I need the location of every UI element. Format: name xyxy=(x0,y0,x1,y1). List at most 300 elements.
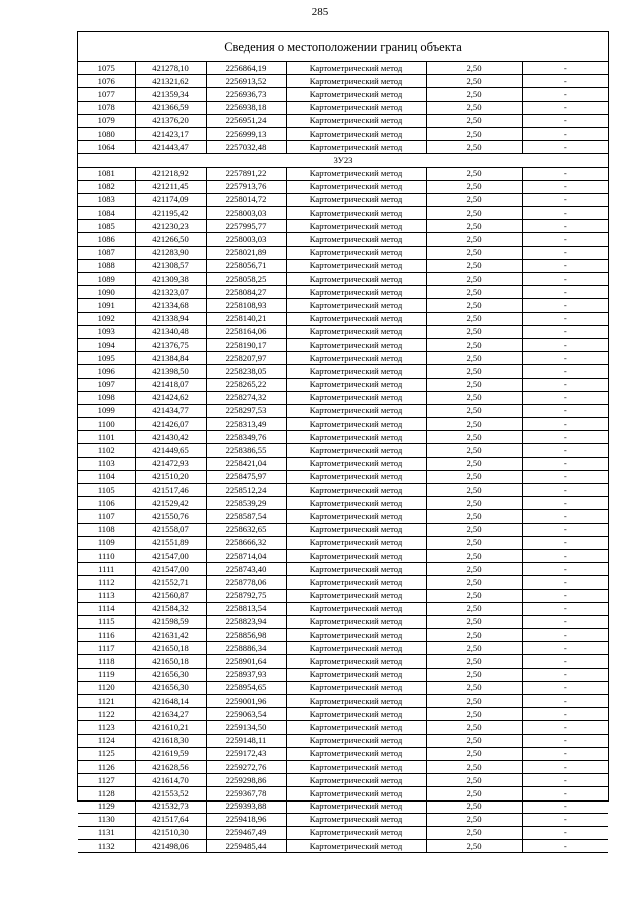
description-cell: - xyxy=(522,378,608,391)
point-number-cell: 1120 xyxy=(78,681,135,694)
accuracy-cell: 2,50 xyxy=(426,826,522,839)
table-row xyxy=(78,418,608,431)
page-number: 285 xyxy=(311,6,329,18)
method-cell: Картометрический метод xyxy=(286,286,426,299)
table-row xyxy=(78,62,608,75)
table-row xyxy=(78,299,608,312)
table-row xyxy=(78,589,608,602)
table-row xyxy=(78,273,608,286)
description-cell: - xyxy=(522,431,608,444)
y-coordinate-cell: 2257913,76 xyxy=(206,180,286,193)
accuracy-cell: 2,50 xyxy=(426,88,522,101)
x-coordinate-cell: 421558,07 xyxy=(135,523,206,536)
x-coordinate-cell: 421614,70 xyxy=(135,774,206,787)
y-coordinate-cell: 2258901,64 xyxy=(206,655,286,668)
point-number-cell: 1089 xyxy=(78,273,135,286)
method-cell: Картометрический метод xyxy=(286,391,426,404)
table-row xyxy=(78,721,608,734)
accuracy-cell: 2,50 xyxy=(426,800,522,813)
x-coordinate-cell: 421266,50 xyxy=(135,233,206,246)
x-coordinate-cell: 421619,59 xyxy=(135,747,206,760)
point-number-cell: 1106 xyxy=(78,497,135,510)
y-coordinate-cell: 2258349,76 xyxy=(206,431,286,444)
y-coordinate-cell: 2259485,44 xyxy=(206,840,286,853)
description-cell: - xyxy=(522,536,608,549)
table-row xyxy=(78,642,608,655)
x-coordinate-cell: 421510,30 xyxy=(135,826,206,839)
description-cell: - xyxy=(522,391,608,404)
table-row xyxy=(78,655,608,668)
method-cell: Картометрический метод xyxy=(286,760,426,773)
y-coordinate-cell: 2258140,21 xyxy=(206,312,286,325)
method-cell: Картометрический метод xyxy=(286,431,426,444)
point-number-cell: 1075 xyxy=(78,62,135,75)
table-row xyxy=(78,286,608,299)
description-cell: - xyxy=(522,708,608,721)
table-row xyxy=(78,233,608,246)
method-cell: Картометрический метод xyxy=(286,75,426,88)
point-number-cell: 1079 xyxy=(78,114,135,127)
description-cell: - xyxy=(522,668,608,681)
method-cell: Картометрический метод xyxy=(286,549,426,562)
y-coordinate-cell: 2259393,88 xyxy=(206,800,286,813)
table-row xyxy=(78,840,608,853)
description-cell: - xyxy=(522,167,608,180)
point-number-cell: 1128 xyxy=(78,787,135,800)
method-cell: Картометрический метод xyxy=(286,813,426,826)
x-coordinate-cell: 421338,94 xyxy=(135,312,206,325)
point-number-cell: 1090 xyxy=(78,286,135,299)
x-coordinate-cell: 421424,62 xyxy=(135,391,206,404)
y-coordinate-cell: 2258792,75 xyxy=(206,589,286,602)
method-cell: Картометрический метод xyxy=(286,510,426,523)
method-cell: Картометрический метод xyxy=(286,523,426,536)
x-coordinate-cell: 421278,10 xyxy=(135,62,206,75)
method-cell: Картометрический метод xyxy=(286,615,426,628)
point-number-cell: 1108 xyxy=(78,523,135,536)
point-number-cell: 1081 xyxy=(78,167,135,180)
y-coordinate-cell: 2259467,49 xyxy=(206,826,286,839)
y-coordinate-cell: 2257891,22 xyxy=(206,167,286,180)
x-coordinate-cell: 421532,73 xyxy=(135,800,206,813)
method-cell: Картометрический метод xyxy=(286,589,426,602)
table-row xyxy=(78,800,608,813)
x-coordinate-cell: 421174,09 xyxy=(135,193,206,206)
accuracy-cell: 2,50 xyxy=(426,734,522,747)
description-cell: - xyxy=(522,127,608,140)
description-cell: - xyxy=(522,286,608,299)
x-coordinate-cell: 421449,65 xyxy=(135,444,206,457)
description-cell: - xyxy=(522,141,608,154)
table-row xyxy=(78,510,608,523)
x-coordinate-cell: 421283,90 xyxy=(135,246,206,259)
description-cell: - xyxy=(522,497,608,510)
point-number-cell: 1097 xyxy=(78,378,135,391)
point-number-cell: 1113 xyxy=(78,589,135,602)
accuracy-cell: 2,50 xyxy=(426,681,522,694)
table-title: Сведения о местоположении границ объекта xyxy=(78,32,608,62)
x-coordinate-cell: 421323,07 xyxy=(135,286,206,299)
point-number-cell: 1087 xyxy=(78,246,135,259)
accuracy-cell: 2,50 xyxy=(426,576,522,589)
coordinates-table-body xyxy=(78,62,608,853)
x-coordinate-cell: 421584,32 xyxy=(135,602,206,615)
accuracy-cell: 2,50 xyxy=(426,259,522,272)
method-cell: Картометрический метод xyxy=(286,325,426,338)
description-cell: - xyxy=(522,576,608,589)
y-coordinate-cell: 2258421,04 xyxy=(206,457,286,470)
table-row xyxy=(78,391,608,404)
point-number-cell: 1130 xyxy=(78,813,135,826)
y-coordinate-cell: 2259367,78 xyxy=(206,787,286,800)
x-coordinate-cell: 421553,52 xyxy=(135,787,206,800)
x-coordinate-cell: 421618,30 xyxy=(135,734,206,747)
x-coordinate-cell: 421552,71 xyxy=(135,576,206,589)
point-number-cell: 1099 xyxy=(78,404,135,417)
description-cell: - xyxy=(522,365,608,378)
method-cell: Картометрический метод xyxy=(286,602,426,615)
table-row xyxy=(78,365,608,378)
y-coordinate-cell: 2258058,25 xyxy=(206,273,286,286)
y-coordinate-cell: 2258238,05 xyxy=(206,365,286,378)
x-coordinate-cell: 421560,87 xyxy=(135,589,206,602)
description-cell: - xyxy=(522,721,608,734)
method-cell: Картометрический метод xyxy=(286,721,426,734)
description-cell: - xyxy=(522,523,608,536)
description-cell: - xyxy=(522,563,608,576)
x-coordinate-cell: 421656,30 xyxy=(135,668,206,681)
y-coordinate-cell: 2258014,72 xyxy=(206,193,286,206)
method-cell: Картометрический метод xyxy=(286,220,426,233)
section-label: 3У23 xyxy=(78,154,608,167)
description-cell: - xyxy=(522,273,608,286)
x-coordinate-cell: 421340,48 xyxy=(135,325,206,338)
description-cell: - xyxy=(522,444,608,457)
method-cell: Картометрический метод xyxy=(286,470,426,483)
point-number-cell: 1125 xyxy=(78,747,135,760)
description-cell: - xyxy=(522,180,608,193)
y-coordinate-cell: 2259148,11 xyxy=(206,734,286,747)
accuracy-cell: 2,50 xyxy=(426,75,522,88)
x-coordinate-cell: 421321,62 xyxy=(135,75,206,88)
table-row xyxy=(78,787,608,800)
accuracy-cell: 2,50 xyxy=(426,589,522,602)
y-coordinate-cell: 2258954,65 xyxy=(206,681,286,694)
description-cell: - xyxy=(522,602,608,615)
x-coordinate-cell: 421376,75 xyxy=(135,338,206,351)
method-cell: Картометрический метод xyxy=(286,352,426,365)
accuracy-cell: 2,50 xyxy=(426,114,522,127)
table-row xyxy=(78,681,608,694)
x-coordinate-cell: 421551,89 xyxy=(135,536,206,549)
description-cell: - xyxy=(522,655,608,668)
y-coordinate-cell: 2256936,73 xyxy=(206,88,286,101)
y-coordinate-cell: 2259001,96 xyxy=(206,695,286,708)
y-coordinate-cell: 2256864,19 xyxy=(206,62,286,75)
x-coordinate-cell: 421650,18 xyxy=(135,642,206,655)
accuracy-cell: 2,50 xyxy=(426,760,522,773)
table-row xyxy=(78,629,608,642)
point-number-cell: 1129 xyxy=(78,800,135,813)
accuracy-cell: 2,50 xyxy=(426,220,522,233)
y-coordinate-cell: 2258743,40 xyxy=(206,563,286,576)
method-cell: Картометрический метод xyxy=(286,629,426,642)
point-number-cell: 1131 xyxy=(78,826,135,839)
description-cell: - xyxy=(522,747,608,760)
description-cell: - xyxy=(522,193,608,206)
point-number-cell: 1118 xyxy=(78,655,135,668)
description-cell: - xyxy=(522,259,608,272)
x-coordinate-cell: 421195,42 xyxy=(135,207,206,220)
description-cell: - xyxy=(522,840,608,853)
point-number-cell: 1121 xyxy=(78,695,135,708)
method-cell: Картометрический метод xyxy=(286,695,426,708)
description-cell: - xyxy=(522,629,608,642)
method-cell: Картометрический метод xyxy=(286,655,426,668)
point-number-cell: 1101 xyxy=(78,431,135,444)
table-row xyxy=(78,352,608,365)
y-coordinate-cell: 2258886,34 xyxy=(206,642,286,655)
accuracy-cell: 2,50 xyxy=(426,563,522,576)
table-row xyxy=(78,497,608,510)
table-row xyxy=(78,431,608,444)
table-row xyxy=(78,167,608,180)
method-cell: Картометрический метод xyxy=(286,114,426,127)
boundary-table-frame xyxy=(77,31,609,851)
method-cell: Картометрический метод xyxy=(286,404,426,417)
point-number-cell: 1095 xyxy=(78,352,135,365)
point-number-cell: 1076 xyxy=(78,75,135,88)
method-cell: Картометрический метод xyxy=(286,840,426,853)
point-number-cell: 1082 xyxy=(78,180,135,193)
x-coordinate-cell: 421598,59 xyxy=(135,615,206,628)
point-number-cell: 1119 xyxy=(78,668,135,681)
x-coordinate-cell: 421648,14 xyxy=(135,695,206,708)
x-coordinate-cell: 421517,46 xyxy=(135,484,206,497)
description-cell: - xyxy=(522,404,608,417)
method-cell: Картометрический метод xyxy=(286,299,426,312)
point-number-cell: 1126 xyxy=(78,760,135,773)
method-cell: Картометрический метод xyxy=(286,378,426,391)
x-coordinate-cell: 421547,00 xyxy=(135,563,206,576)
y-coordinate-cell: 2259172,43 xyxy=(206,747,286,760)
method-cell: Картометрический метод xyxy=(286,233,426,246)
method-cell: Картометрический метод xyxy=(286,563,426,576)
method-cell: Картометрический метод xyxy=(286,787,426,800)
accuracy-cell: 2,50 xyxy=(426,325,522,338)
description-cell: - xyxy=(522,207,608,220)
table-row xyxy=(78,615,608,628)
accuracy-cell: 2,50 xyxy=(426,668,522,681)
y-coordinate-cell: 2259418,96 xyxy=(206,813,286,826)
y-coordinate-cell: 2258856,98 xyxy=(206,629,286,642)
x-coordinate-cell: 421610,21 xyxy=(135,721,206,734)
point-number-cell: 1103 xyxy=(78,457,135,470)
method-cell: Картометрический метод xyxy=(286,800,426,813)
description-cell: - xyxy=(522,312,608,325)
table-row xyxy=(78,88,608,101)
accuracy-cell: 2,50 xyxy=(426,497,522,510)
description-cell: - xyxy=(522,681,608,694)
y-coordinate-cell: 2258274,32 xyxy=(206,391,286,404)
y-coordinate-cell: 2258937,93 xyxy=(206,668,286,681)
x-coordinate-cell: 421628,56 xyxy=(135,760,206,773)
accuracy-cell: 2,50 xyxy=(426,418,522,431)
x-coordinate-cell: 421510,20 xyxy=(135,470,206,483)
table-row xyxy=(78,470,608,483)
method-cell: Картометрический метод xyxy=(286,141,426,154)
x-coordinate-cell: 421308,57 xyxy=(135,259,206,272)
table-row xyxy=(78,101,608,114)
method-cell: Картометрический метод xyxy=(286,642,426,655)
y-coordinate-cell: 2256951,24 xyxy=(206,114,286,127)
point-number-cell: 1110 xyxy=(78,549,135,562)
accuracy-cell: 2,50 xyxy=(426,536,522,549)
accuracy-cell: 2,50 xyxy=(426,127,522,140)
table-row xyxy=(78,404,608,417)
description-cell: - xyxy=(522,338,608,351)
coordinates-table xyxy=(78,62,608,853)
accuracy-cell: 2,50 xyxy=(426,695,522,708)
point-number-cell: 1107 xyxy=(78,510,135,523)
accuracy-cell: 2,50 xyxy=(426,470,522,483)
description-cell: - xyxy=(522,774,608,787)
accuracy-cell: 2,50 xyxy=(426,629,522,642)
point-number-cell: 1098 xyxy=(78,391,135,404)
y-coordinate-cell: 2258632,65 xyxy=(206,523,286,536)
x-coordinate-cell: 421359,34 xyxy=(135,88,206,101)
x-coordinate-cell: 421384,84 xyxy=(135,352,206,365)
point-number-cell: 1091 xyxy=(78,299,135,312)
accuracy-cell: 2,50 xyxy=(426,101,522,114)
method-cell: Картометрический метод xyxy=(286,497,426,510)
description-cell: - xyxy=(522,299,608,312)
table-row xyxy=(78,747,608,760)
y-coordinate-cell: 2256913,52 xyxy=(206,75,286,88)
x-coordinate-cell: 421517,64 xyxy=(135,813,206,826)
accuracy-cell: 2,50 xyxy=(426,642,522,655)
x-coordinate-cell: 421547,00 xyxy=(135,549,206,562)
description-cell: - xyxy=(522,470,608,483)
table-row xyxy=(78,760,608,773)
table-row xyxy=(78,220,608,233)
point-number-cell: 1116 xyxy=(78,629,135,642)
y-coordinate-cell: 2258265,22 xyxy=(206,378,286,391)
description-cell: - xyxy=(522,88,608,101)
section-row xyxy=(78,154,608,167)
table-row xyxy=(78,325,608,338)
method-cell: Картометрический метод xyxy=(286,826,426,839)
x-coordinate-cell: 421434,77 xyxy=(135,404,206,417)
x-coordinate-cell: 421631,42 xyxy=(135,629,206,642)
point-number-cell: 1123 xyxy=(78,721,135,734)
point-number-cell: 1080 xyxy=(78,127,135,140)
table-row xyxy=(78,378,608,391)
description-cell: - xyxy=(522,418,608,431)
accuracy-cell: 2,50 xyxy=(426,338,522,351)
accuracy-cell: 2,50 xyxy=(426,655,522,668)
accuracy-cell: 2,50 xyxy=(426,510,522,523)
x-coordinate-cell: 421309,38 xyxy=(135,273,206,286)
method-cell: Картометрический метод xyxy=(286,668,426,681)
accuracy-cell: 2,50 xyxy=(426,840,522,853)
table-row xyxy=(78,602,608,615)
method-cell: Картометрический метод xyxy=(286,273,426,286)
description-cell: - xyxy=(522,246,608,259)
method-cell: Картометрический метод xyxy=(286,708,426,721)
point-number-cell: 1085 xyxy=(78,220,135,233)
y-coordinate-cell: 2257032,48 xyxy=(206,141,286,154)
table-row xyxy=(78,457,608,470)
y-coordinate-cell: 2258813,54 xyxy=(206,602,286,615)
y-coordinate-cell: 2256938,18 xyxy=(206,101,286,114)
point-number-cell: 1083 xyxy=(78,193,135,206)
x-coordinate-cell: 421334,68 xyxy=(135,299,206,312)
description-cell: - xyxy=(522,101,608,114)
method-cell: Картометрический метод xyxy=(286,365,426,378)
table-row xyxy=(78,734,608,747)
accuracy-cell: 2,50 xyxy=(426,378,522,391)
y-coordinate-cell: 2258297,53 xyxy=(206,404,286,417)
table-row xyxy=(78,127,608,140)
method-cell: Картометрический метод xyxy=(286,734,426,747)
point-number-cell: 1094 xyxy=(78,338,135,351)
method-cell: Картометрический метод xyxy=(286,62,426,75)
point-number-cell: 1093 xyxy=(78,325,135,338)
y-coordinate-cell: 2258778,06 xyxy=(206,576,286,589)
method-cell: Картометрический метод xyxy=(286,418,426,431)
point-number-cell: 1096 xyxy=(78,365,135,378)
method-cell: Картометрический метод xyxy=(286,576,426,589)
method-cell: Картометрический метод xyxy=(286,312,426,325)
table-row xyxy=(78,207,608,220)
y-coordinate-cell: 2258313,49 xyxy=(206,418,286,431)
description-cell: - xyxy=(522,813,608,826)
point-number-cell: 1102 xyxy=(78,444,135,457)
accuracy-cell: 2,50 xyxy=(426,602,522,615)
point-number-cell: 1077 xyxy=(78,88,135,101)
x-coordinate-cell: 421550,76 xyxy=(135,510,206,523)
accuracy-cell: 2,50 xyxy=(426,62,522,75)
method-cell: Картометрический метод xyxy=(286,88,426,101)
y-coordinate-cell: 2258512,24 xyxy=(206,484,286,497)
y-coordinate-cell: 2258539,29 xyxy=(206,497,286,510)
point-number-cell: 1112 xyxy=(78,576,135,589)
table-row xyxy=(78,708,608,721)
x-coordinate-cell: 421418,07 xyxy=(135,378,206,391)
y-coordinate-cell: 2259134,50 xyxy=(206,721,286,734)
accuracy-cell: 2,50 xyxy=(426,365,522,378)
accuracy-cell: 2,50 xyxy=(426,141,522,154)
x-coordinate-cell: 421634,27 xyxy=(135,708,206,721)
x-coordinate-cell: 421529,42 xyxy=(135,497,206,510)
accuracy-cell: 2,50 xyxy=(426,523,522,536)
method-cell: Картометрический метод xyxy=(286,536,426,549)
description-cell: - xyxy=(522,62,608,75)
y-coordinate-cell: 2258164,06 xyxy=(206,325,286,338)
point-number-cell: 1111 xyxy=(78,563,135,576)
table-row xyxy=(78,563,608,576)
y-coordinate-cell: 2258386,55 xyxy=(206,444,286,457)
point-number-cell: 1092 xyxy=(78,312,135,325)
accuracy-cell: 2,50 xyxy=(426,233,522,246)
accuracy-cell: 2,50 xyxy=(426,615,522,628)
table-row xyxy=(78,813,608,826)
description-cell: - xyxy=(522,484,608,497)
point-number-cell: 1127 xyxy=(78,774,135,787)
table-row xyxy=(78,444,608,457)
method-cell: Картометрический метод xyxy=(286,484,426,497)
